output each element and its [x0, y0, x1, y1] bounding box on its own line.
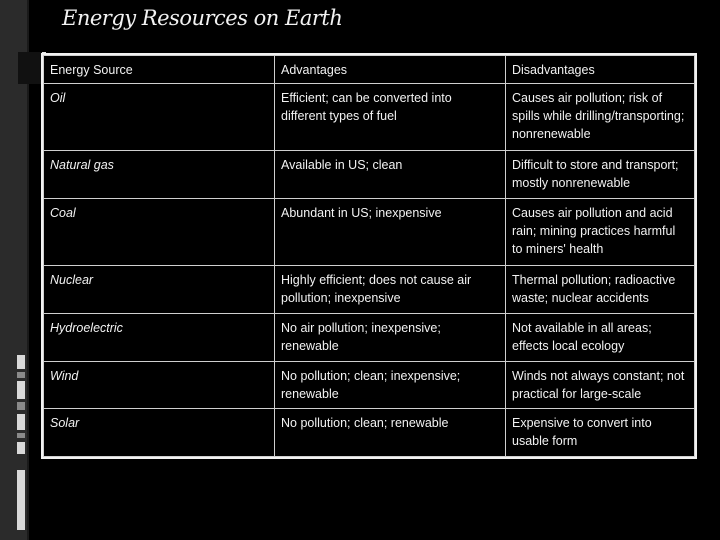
table-row [44, 361, 695, 409]
row-disadvantages: Causes air pollution and acid rain; mining practices harmful to miners' health [506, 199, 695, 266]
row-disadvantages: Expensive to convert into usable form [506, 409, 695, 457]
header-energy-source: Energy Source [44, 56, 275, 84]
row-disadvantages: Difficult to store and transport; mostly nonrenewable [506, 151, 695, 199]
table-header-row [44, 56, 695, 84]
row-source: Oil [44, 84, 275, 151]
table-row [44, 409, 695, 457]
header-disadvantages: Disadvantages [506, 56, 695, 84]
table-row [44, 313, 695, 361]
row-source: Nuclear [44, 266, 275, 314]
row-source: Solar [44, 409, 275, 457]
row-advantages: No pollution; clean; inexpensive; renewable [275, 361, 506, 409]
energy-table [41, 53, 697, 459]
left-bar-accent [17, 355, 25, 369]
row-advantages: Abundant in US; inexpensive [275, 199, 506, 266]
row-advantages: Efficient; can be converted into different types of fuel [275, 84, 506, 151]
row-disadvantages: Winds not always constant; not practical for large-scale [506, 361, 695, 409]
table-row [44, 266, 695, 314]
row-advantages: Highly efficient; does not cause air pollution; inexpensive [275, 266, 506, 314]
row-disadvantages: Causes air pollution; risk of spills while drilling/transporting; nonrenewable [506, 84, 695, 151]
row-disadvantages: Thermal pollution; radioactive waste; nuclear accidents [506, 266, 695, 314]
left-bar-accent [17, 402, 25, 410]
row-source: Coal [44, 199, 275, 266]
table-row [44, 151, 695, 199]
left-bar-accent [17, 414, 25, 430]
header-advantages: Advantages [275, 56, 506, 84]
table-row [44, 199, 695, 266]
row-advantages: No pollution; clean; renewable [275, 409, 506, 457]
left-bar-accent [17, 372, 25, 378]
left-bar-accent [17, 442, 25, 454]
row-advantages: No air pollution; inexpensive; renewable [275, 313, 506, 361]
table-row [44, 84, 695, 151]
left-bar-accent [17, 381, 25, 399]
left-bar-accent [17, 433, 25, 438]
left-bar-accent [17, 470, 25, 530]
row-source: Hydroelectric [44, 313, 275, 361]
energy-table-grid [43, 55, 695, 457]
row-source: Natural gas [44, 151, 275, 199]
row-advantages: Available in US; clean [275, 151, 506, 199]
row-source: Wind [44, 361, 275, 409]
slide-title: Energy Resources on Earth [62, 6, 343, 30]
row-disadvantages: Not available in all areas; effects local ecology [506, 313, 695, 361]
